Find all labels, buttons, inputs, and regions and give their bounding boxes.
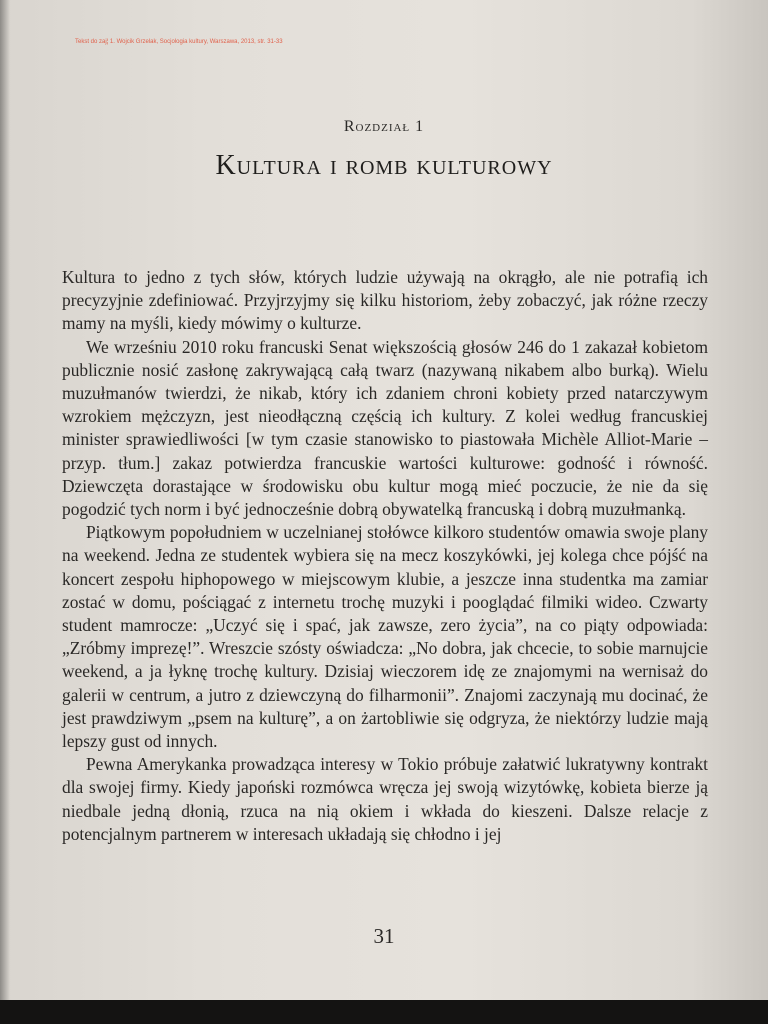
chapter-label: Rozdział 1: [343, 118, 425, 135]
page-bottom-edge: [0, 1000, 768, 1024]
paragraph: Pewna Amerykanka prowadząca interesy w Tokio próbuje załatwić lukratywny kontrakt dla swojej firmy. Kiedy japoński rozmówca wręcza jej swoją wizytówkę, kobieta bierze ją niedbale jedną dłonią, rzuca na nią okiem i wkłada do kieszeni. Dalsze relacje z potencjalnym partnerem w interesach układają się chłodno i jej: [62, 754, 708, 844]
source-note: Tekst do zaj¦ 1. Wojcik Grzelak, Socjologia kultury, Warszawa, 2013, str. 31-33: [75, 39, 283, 45]
paragraph: We wrześniu 2010 roku francuski Senat większością głosów 246 do 1 zakazał kobietom publicznie nosić zasłonę zakrywającą całą twarz (nazywaną nikabem albo burką). Wielu muzułmanów twierdzi, że nikab, który ich zdaniem chroni kobiety przed natarczywym wzrokiem mężczyzn, jest nieodłączną częścią ich kultury. Z kolei według francuskiej minister sprawiedliwości [w tym czasie stanowisko to piastowała Michèle Alliot-Marie – przyp. tłum.] zakaz potwierdza francuskie wartości kulturowe: godność i równość. Dziewczęta dorastające w środowisku obu kultur mogą mieć poczucie, że nie da się pogodzić tych norm i być jednocześnie dobrą obywatelką francuską i dobrą muzułmanką.: [62, 336, 708, 520]
paragraph: Piątkowym popołudniem w uczelnianej stołówce kilkoro studentów omawia swoje plany na weekend. Jedna ze studentek wybiera się na mecz koszykówki, jej kolega chce pójść na koncert zespołu hiphopowego w miejscowym klubie, a jeszcze inna studentka ma zamiar zostać w domu, pościągać z internetu trochę muzyki i pooglądać filmiki wideo. Czwarty student mamrocze: „Uczyć się i spać, jak zawsze, zero życia”, na co piąty odpowiada: „Zróbmy imprezę!”. Wreszcie szósty oświadcza: „No dobra, jak chcecie, to sobie marnujcie weekend, a ja łyknę trochę kultury. Dzisiaj wieczorem idę ze znajomymi na wernisaż do galerii w centrum, a jutro z dziewczyną do filharmonii”. Znajomi zaczynają mu docinać, że jest prawdziwym „psem na kulturę”, a on żartobliwie się odgryza, że niektórzy ludzie mają lepszy gust od innych.: [62, 522, 708, 752]
body-text: [62, 266, 708, 846]
page-number: 31: [373, 924, 395, 948]
chapter-title: Kultura i romb kulturowy: [215, 150, 553, 181]
paragraph: Kultura to jedno z tych słów, których ludzie używają na okrągło, ale nie potrafią ich precyzyjnie zdefiniować. Przyjrzyjmy się kilku historiom, żeby zobaczyć, jak różne rzeczy mamy na myśli, kiedy mówimy o kulturze.: [62, 267, 708, 334]
